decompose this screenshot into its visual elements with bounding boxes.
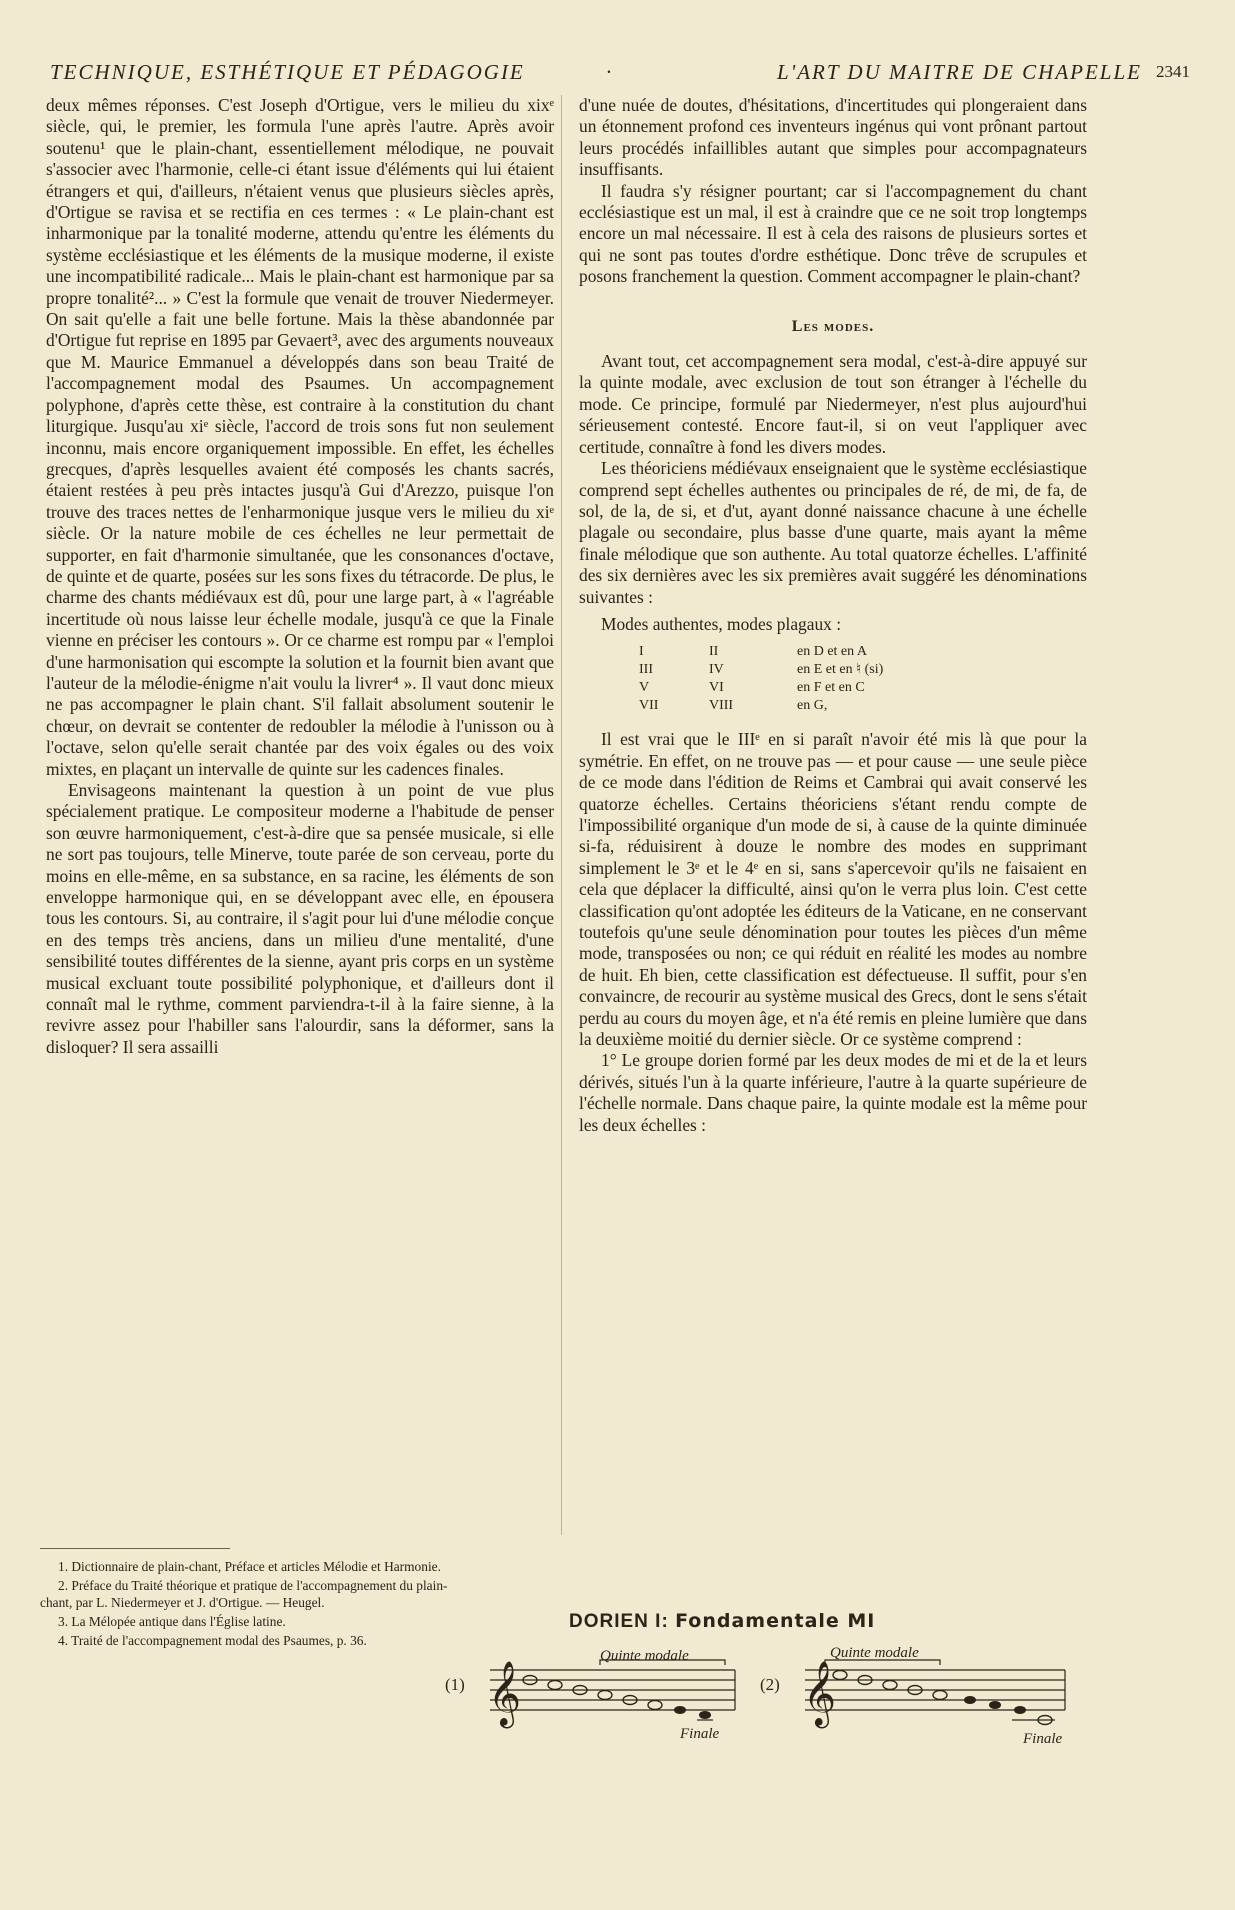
paragraph: Envisageons maintenant la question à un point de vue plus spécialement pratique. Le compositeur moderne a l'habitude de penser son œuvre harmoniquement, c'est-à-dire que sa pensée musicale, si elle ne sort pas toujours, telle Minerve, toute parée de son cerveau, porte du moins en elle-même, en sa substance, en sa racine, les éléments de son enveloppe harmonique qui, en se développant avec elle, en épousera tous les contours. Si, au contraire, il s'agit pour lui d'une mélodie conçue en des temps très anciens, dans un milieu d'une mentalité, d'une sensibilité toutes différentes de la sienne, ayant pris corps en un système musical excluant toute possibilité polyphonique, et d'ailleurs dont il connaît mal le rythme, comment parviendra-t-il à la faire sienne, à la revivre assez pour l'habiller sans l'alourdir, sans la déformer, sans la disloquer? Il sera assailli xyxy=(46,780,554,1057)
table-cell: en D et en A xyxy=(797,644,867,660)
music-staff-2 xyxy=(795,1635,1075,1750)
note xyxy=(648,1701,662,1710)
example-number-2: (2) xyxy=(760,1675,780,1694)
column-divider xyxy=(561,95,562,1535)
quinte-modale-label: Quinte modale xyxy=(600,1648,689,1664)
left-column xyxy=(46,95,554,1058)
table-cell: I xyxy=(639,644,644,660)
modes-heading: Modes authentes, modes plagaux : xyxy=(601,613,842,634)
note xyxy=(548,1681,562,1690)
treble-clef-icon: 𝄞 xyxy=(488,1661,522,1726)
table-cell: en G, xyxy=(797,698,828,714)
table-cell: VII xyxy=(639,698,659,714)
note xyxy=(989,1701,1001,1709)
quinte-modale-label: Quinte modale xyxy=(830,1645,919,1661)
footnote: 1. Dictionnaire de plain-chant, Préface et articles Mélodie et Harmonie. xyxy=(58,1559,441,1574)
note xyxy=(1014,1706,1026,1714)
table-cell: en E et en ♮ (si) xyxy=(797,662,884,678)
table-cell: en F et en C xyxy=(797,680,865,696)
example-title xyxy=(569,1610,875,1633)
paragraph: 1° Le groupe dorien formé par les deux modes de mi et de la et leurs dérivés, situés l'un à la quarte inférieure, l'autre à la quarte supérieure de l'échelle normale. Dans chaque paire, la quinte modale est la même pour les deux échelles : xyxy=(579,1050,1087,1135)
header-right-title: L'ART DU MAITRE DE CHAPELLE xyxy=(777,60,1142,84)
table-cell: II xyxy=(709,644,719,660)
table-cell: III xyxy=(639,662,653,678)
paragraph: Les théoriciens médiévaux enseignaient que le système ecclésiastique comprend sept échelles authentes ou principales de ré, de mi, de fa, de sol, de la, de si, et d'ut, ayant donné naissance chacune à une échelle plagale ou secondaire, plus basse d'une quarte, mais ayant la même finale mélodique que son authente. Au total quatorze échelles. L'affinité des six dernières avec les six premières avait suggéré les dénominations suivantes : xyxy=(579,458,1087,607)
example-title-fundamental: Fondamentale MI xyxy=(675,1610,876,1632)
note xyxy=(883,1681,897,1690)
table-row xyxy=(639,679,883,697)
table-row xyxy=(639,643,883,661)
music-staff-1 xyxy=(480,1640,745,1745)
example-number-1: (1) xyxy=(445,1675,465,1694)
table-cell: VIII xyxy=(709,698,734,714)
example-title-mode: DORIEN I: xyxy=(569,1611,669,1632)
note xyxy=(598,1691,612,1700)
finale-label: Finale xyxy=(1023,1731,1063,1747)
right-column xyxy=(579,95,1087,1136)
header-dot: · xyxy=(606,60,614,84)
table-row xyxy=(639,661,883,679)
section-title: Les modes. xyxy=(791,317,875,335)
paragraph: deux mêmes réponses. C'est Joseph d'Ortigue, vers le milieu du xixᵉ siècle, qui, le premier, les formula l'une après l'autre. Après avoir soutenu¹ que le plain-chant, essentiellement mélodique, ne pouvait s'associer avec l'harmonie, celle-ci étant issue d'éléments qui lui étaient étrangers et qui, d'ailleurs, n'étaient venus que plusieurs siècles après, d'Ortigue se ravisa et se rectifia en ces termes : « Le plain-chant est inharmonique par la tonalité moderne, attendu qu'entre les éléments du système ecclésiastique et les éléments de la musique moderne, il existe une incompatibilité radicale... Mais le plain-chant est harmonique par sa propre tonalité²... » C'est la formule que venait de trouver Niedermeyer. On sait qu'elle a fait une belle fortune. Mais la thèse abandonnée par d'Ortigue fut reprise en 1895 par Gevaert³, avec des arguments nouveaux que M. Maurice Emmanuel a développés dans son beau Traité de l'accompagnement modal des Psaumes. Un accompagnement polyphone, d'après cette thèse, est contraire à la constitution du chant liturgique. Jusqu'au xiᵉ siècle, l'accord de trois sons fut non seulement inconnu, mais encore organiquement impossible. En effet, les échelles grecques, d'après lesquelles avaient été composés les chants sacrés, étaient restées à peu près intactes jusqu'à Gui d'Arezzo, puisque l'on trouve des traces nettes de l'enharmonique jusque vers le milieu du xiᵉ siècle. Or la nature mobile de ces échelles ne leur permettait de supporter, en fait d'harmonie simultanée, que les consonances d'octave, de quinte et de quarte, posées sur les sons fixes du tétracorde. De plus, le charme des chants médiévaux est dû, pour une large part, à « l'agréable incertitude où nous laisse leur échelle modale, jusqu'à ce que la Finale vienne en préciser les contours ». Or ce charme est rompu par « l'emploi d'une harmonisation qui escompte la solution et la fournit bien avant que l'auteur de la mélodie-énigme n'ait voulu la livrer⁴ ». Il vaut donc mieux ne pas accompagner le plain chant. S'il fallait absolument soutenir le chœur, on devrait se contenter de redoubler la mélodie à l'unisson ou à l'octave, selon qu'elle serait chantée par des voix égales ou des voix mixtes, en plaçant un intervalle de quinte sur les cadences finales. xyxy=(46,95,554,779)
paragraph: Il faudra s'y résigner pourtant; car si l'accompagnement du chant ecclésiastique est un mal, il est à craindre que ce ne soit trop longtemps encore un mal nécessaire. Il est à cela des raisons de plusieurs sortes et qui ne sont pas toutes d'ordre esthétique. Donc trêve de scrupules et posons franchement la question. Comment accompagner le plain-chant? xyxy=(579,180,1087,287)
running-header xyxy=(50,60,1190,88)
paragraph: Il est vrai que le IIIᵉ en si paraît n'avoir été mis là que pour la symétrie. En effet, on ne trouve pas — et pour cause — une seule pièce de ce mode dans l'édition de Reims et Cambrai qui avait conservé les quatorze échelles. Certains théoriciens s'étant rendu compte de l'impossibilité organique d'un mode de si, à cause de la quinte diminuée si-fa, réduisirent à douze le nombre des modes en supprimant simplement le 3ᵉ et le 4ᵉ en si, sans s'apercevoir qu'ils ne faisaient en cela que déplacer la difficulté, ainsi qu'on le verra plus loin. C'est cette classification qu'ont adoptée les éditeurs de la Vaticane, en ne conservant toutefois qu'une seule dénomination pour toutes les pièces d'un même mode, transposées ou non; ce qui réduit en réalité les modes au nombre de huit. Eh bien, cette classification est défectueuse. Il suffit, pour s'en convaincre, de recourir au système musical des Grecs, dont le sens s'était perdu au cours du moyen âge, et n'a été remis en pleine lumière que dans la deuxième moitié du dernier siècle. Or ce système comprend : xyxy=(579,729,1087,1050)
table-cell: VI xyxy=(709,680,724,696)
header-left-title: TECHNIQUE, ESTHÉTIQUE ET PÉDAGOGIE xyxy=(50,60,525,84)
footnote-rule xyxy=(40,1548,230,1549)
table-row xyxy=(639,697,883,715)
table-cell: V xyxy=(639,680,650,696)
footnotes xyxy=(40,1558,460,1651)
paragraph: d'une nuée de doutes, d'hésitations, d'incertitudes qui plongeraient dans un étonnement profond ces inventeurs ingénus qui vont prônant partout leurs procédés infaillibles autant que simples pour accompagnateurs insuffisants. xyxy=(579,95,1087,180)
footnote: 3. La Mélopée antique dans l'Église latine. xyxy=(58,1614,286,1629)
modes-table xyxy=(639,643,883,715)
table-cell: IV xyxy=(709,662,724,678)
paragraph: Avant tout, cet accompagnement sera modal, c'est-à-dire appuyé sur la quinte modale, avec exclusion de tout son étranger à l'échelle du mode. Ce principe, formulé par Niedermeyer, n'est plus aujourd'hui sérieusement contesté. Encore faut-il, si on veut l'appliquer avec certitude, connaître à fond les divers modes. xyxy=(579,351,1087,457)
note xyxy=(674,1706,686,1714)
treble-clef-icon: 𝄞 xyxy=(803,1661,837,1726)
finale-label: Finale xyxy=(680,1726,720,1742)
note xyxy=(699,1711,711,1719)
note xyxy=(964,1696,976,1704)
note xyxy=(933,1691,947,1700)
page-number: 2341 xyxy=(1156,62,1190,81)
footnote: 2. Préface du Traité théorique et pratique de l'accompagnement du plain-chant, par L. Niedermeyer et J. d'Ortigue. — Heugel. xyxy=(40,1578,448,1610)
footnote: 4. Traité de l'accompagnement modal des Psaumes, p. 36. xyxy=(58,1633,367,1648)
